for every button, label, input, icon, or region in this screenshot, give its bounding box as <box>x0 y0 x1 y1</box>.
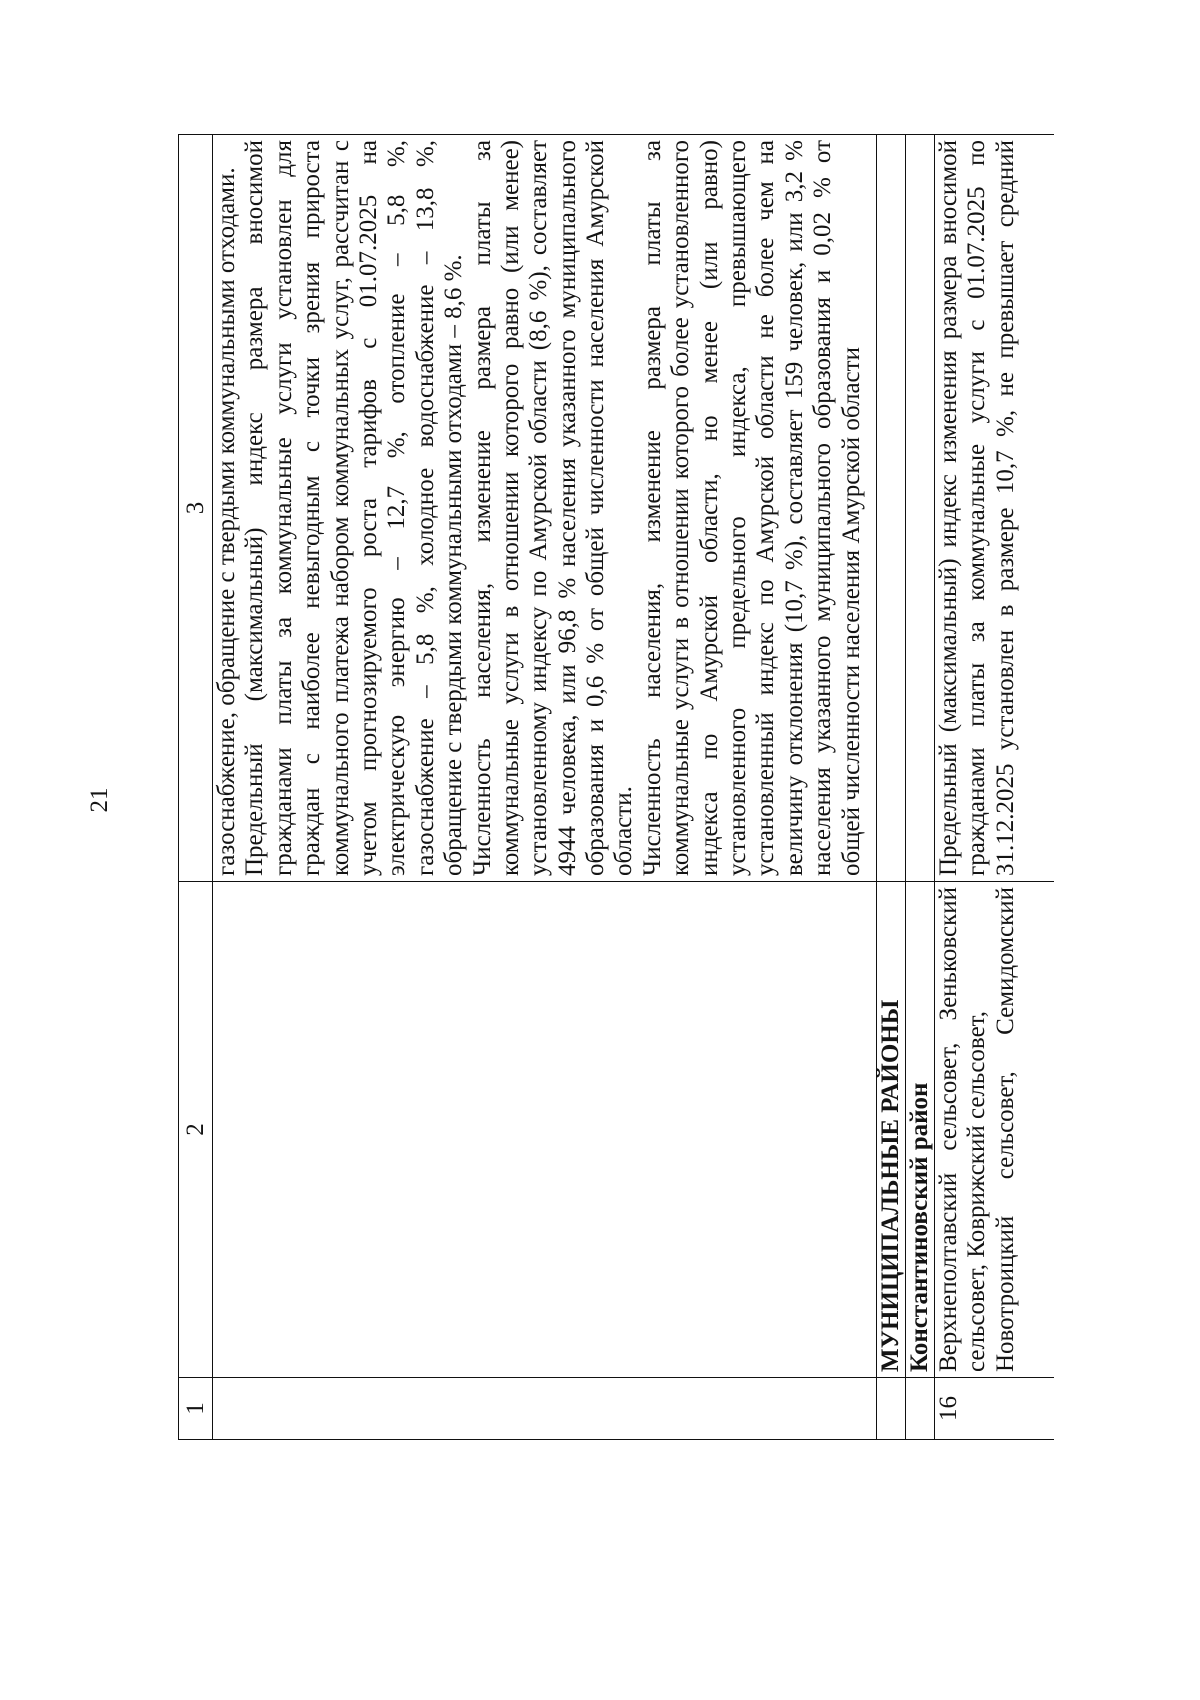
header-label: 2 <box>181 1123 209 1136</box>
header-cell-col3 <box>178 134 212 882</box>
text-line: коммунального платежа набором коммунальных услуг, рассчитан с <box>326 140 354 876</box>
text-line: Новотроицкий сельсовет, Семидомский <box>991 887 1019 1372</box>
text-line: сельсовет, Коврижский сельсовет, <box>963 1011 991 1372</box>
section-cell-col3 <box>876 134 905 882</box>
district-cell-col1 <box>905 1378 934 1440</box>
text-line: индекса по Амурской области, но менее (или равно) <box>695 140 723 876</box>
row-number: 16 <box>935 1396 962 1421</box>
text-line: граждан с наиболее невыгодным с точки зрения прироста <box>298 140 326 876</box>
header-cell-col2 <box>178 882 212 1378</box>
text-line: установленный индекс по Амурской области не более чем на <box>752 140 780 876</box>
header-label: 3 <box>181 501 209 515</box>
text-line: Численность населения, изменение размера платы за <box>468 140 496 876</box>
district-heading: Константиновский район <box>906 1082 933 1372</box>
text-line: 4944 человека, или 96,8 % населения указанного муниципального <box>553 140 581 876</box>
text-line: учетом прогнозируемого роста тарифов с 01.07.2025 на <box>354 140 382 876</box>
header-label: 1 <box>181 1402 209 1415</box>
row-number-cell <box>934 1378 1054 1440</box>
text-line: гражданами платы за коммунальные услуги установлен для <box>269 140 297 876</box>
text-line: области. <box>610 786 638 876</box>
page-number: 21 <box>86 787 113 813</box>
text-line: образования и 0,6 % от общей численности населения Амурской <box>582 140 610 876</box>
text-line: обращение с твердыми коммунальными отходами – 8,6 %. <box>440 254 468 876</box>
text-line: общей численности населения Амурской области <box>837 347 865 876</box>
text-line: Предельный (максимальный) индекс размера вносимой <box>241 140 269 876</box>
text-line: населения указанного муниципального образования и 0,02 % от <box>809 140 837 876</box>
text-line: установленному индексу по Амурской области (8,6 %), составляет <box>525 140 553 876</box>
text-line: 31.12.2025 установлен в размере 10,7 %, не превышает средний <box>991 140 1019 876</box>
continuation-cell-col2 <box>212 882 876 1378</box>
text-line: газоснабжение – 5,8 %, холодное водоснабжение – 13,8 %, <box>411 140 439 876</box>
index-description-cell <box>934 134 1054 882</box>
municipality-list-cell <box>934 882 1054 1378</box>
text-line: гражданами платы за коммунальные услуги с 01.07.2025 по <box>963 140 991 876</box>
section-heading: МУНИЦИПАЛЬНЫЕ РАЙОНЫ <box>877 999 904 1372</box>
text-line: коммунальные услуги в отношении которого более установленного <box>667 140 695 876</box>
text-line: величину отклонения (10,7 %), составляет 159 человек, или 3,2 % <box>780 140 808 876</box>
text-line: Численность населения, изменение размера платы за <box>638 140 666 876</box>
district-cell-col3 <box>905 134 934 882</box>
continuation-cell-col1 <box>212 1378 876 1440</box>
district-cell-col2 <box>905 882 934 1378</box>
continuation-cell-col3 <box>212 134 876 882</box>
data-table <box>178 134 1019 1440</box>
text-line: Верхнеполтавский сельсовет, Зеньковский <box>935 887 962 1372</box>
text-line: Предельный (максимальный) индекс изменения размера вносимой <box>935 140 962 876</box>
text-line: коммунальные услуги в отношении которого равно (или менее) <box>496 140 524 876</box>
text-line: установленного предельного индекса, превышающего <box>724 140 752 876</box>
section-cell-col1 <box>876 1378 905 1440</box>
text-line: электрическую энергию – 12,7 %, отопление – 5,8 %, <box>383 140 411 876</box>
text-line: газоснабжение, обращение с твердыми коммунальными отходами. <box>213 167 240 876</box>
section-cell-col2 <box>876 882 905 1378</box>
header-cell-col1 <box>178 1378 212 1440</box>
